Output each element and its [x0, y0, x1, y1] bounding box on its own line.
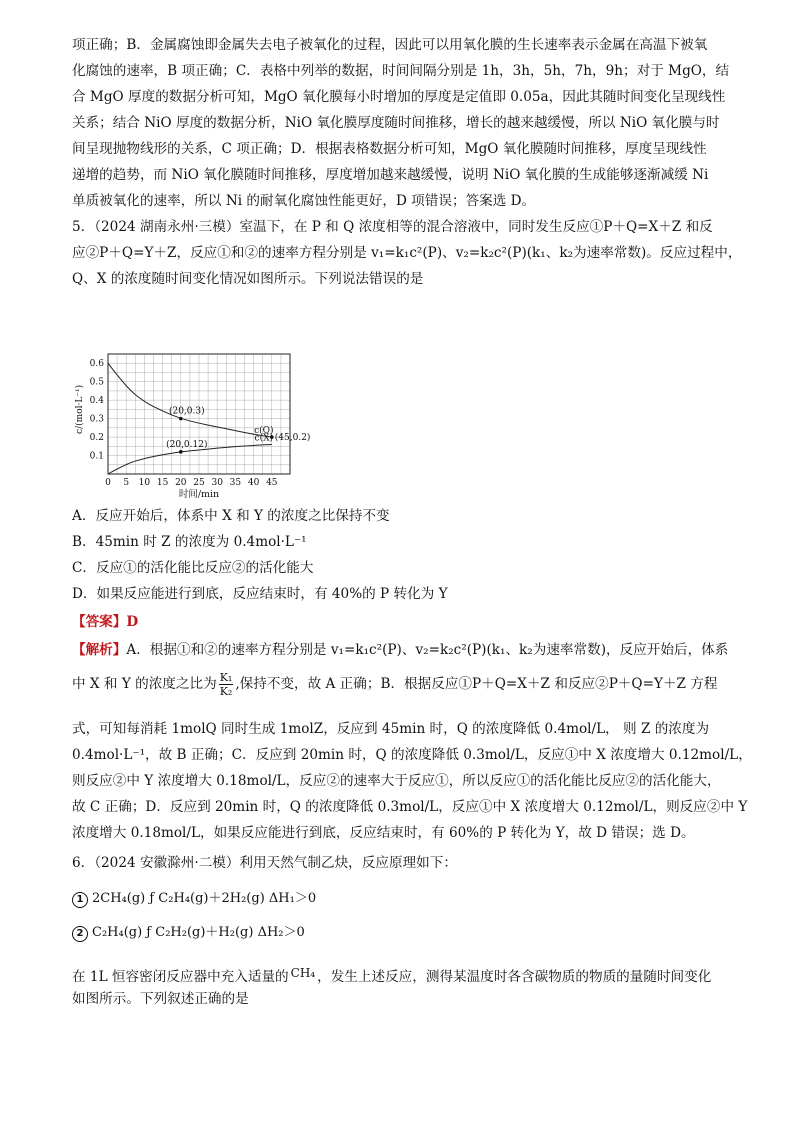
explanation-line: 故 C 正确；D．反应到 20min 时，Q 的浓度降低 0.3mol/L，反应①中 X 浓度增大 0.12mol/L，则反应②中 Y [72, 799, 748, 815]
explanation-text: ,保持不变，故 A 正确；B．根据反应①P＋Q=X＋Z 和反应②P＋Q=Y＋Z 方程 [235, 676, 718, 692]
explanation-line: 浓度增大 0.18mol/L，如果反应能进行到底，反应结束时，有 60%的 P 转化为 Y，故 D 错误；选 D。 [72, 825, 695, 841]
rate-constant-fraction [219, 671, 234, 698]
explanation-line: 式，可知每消耗 1molQ 同时生成 1molZ，反应到 45min 时，Q 的浓度降低 0.4mol/L， 则 Z 的浓度为 [72, 721, 710, 737]
question-5-stem: Q、X 的浓度随时间变化情况如图所示。下列说法错误的是 [72, 271, 424, 287]
text-line: 递增的趋势，而 NiO 氧化膜随时间推移，厚度增加越来越缓慢，说明 NiO 氧化膜的生成能够逐渐减缓 Ni [72, 167, 709, 183]
text-line: 项正确；B．金属腐蚀即金属失去电子被氧化的过程，因此可以用氧化膜的生长速率表示金属在高温下被氧 [72, 37, 708, 53]
question-text: ，发生上述反应，测得某温度时各含碳物质的物质的量随时间变化 [317, 969, 712, 985]
text-line: 关系；结合 NiO 厚度的数据分析，NiO 氧化膜厚度随时间推移，增长的越来越缓慢，所以 NiO 氧化膜与时 [72, 115, 720, 131]
point-annotation: (45,0.2) [274, 433, 311, 444]
text-line: 间呈现抛物线形的关系，C 项正确；D．根据表格数据分析可知，MgO 氧化膜随时间推移，厚度呈现线性 [72, 141, 707, 157]
fraction-denominator: K₂ [219, 685, 233, 698]
option-b: B．45min 时 Z 的浓度为 0.4mol·L⁻¹ [72, 534, 307, 550]
explanation-line: 0.4mol·L⁻¹，故 B 正确；C．反应到 20min 时，Q 的浓度降低 0.3mol/L，反应①中 X 浓度增大 0.12mol/L， [72, 747, 752, 763]
point-annotation: (20,0.12) [166, 439, 208, 450]
x-tick-label: 45 [266, 478, 278, 488]
explanation-text: 中 X 和 Y 的浓度之比为 [72, 676, 217, 692]
y-tick-label: 0.2 [89, 433, 104, 444]
x-tick-label: 10 [138, 478, 151, 488]
question-5-stem: 应②P＋Q=Y＋Z，反应①和②的速率方程分别是 v₁=k₁c²(P)、v₂=k₂c²(P)(k₁、k₂为速率常数)。反应过程中， [72, 245, 742, 261]
text-line: 合 MgO 厚度的数据分析可知，MgO 氧化膜每小时增加的厚度是定值即 0.05a，因此其随时间变化呈现线性 [72, 89, 726, 105]
data-point [179, 450, 183, 454]
series-name-label: c(X) [254, 433, 274, 444]
text-line: 化腐蚀的速率，B 项正确；C．表格中列举的数据，时间间隔分别是 1h，3h，5h，7h，9h；对于 MgO，结 [72, 63, 730, 79]
x-tick-label: 35 [229, 478, 242, 488]
fraction-numerator: K₁ [219, 671, 233, 684]
explanation-text: A．根据①和②的速率方程分别是 v₁=k₁c²(P)、v₂=k₂c²(P)(k₁、k₂为速率常数)，反应开始后，体系 [126, 642, 729, 658]
y-axis-label: c/(mol·L⁻¹) [75, 384, 85, 434]
x-tick-label: 15 [156, 478, 169, 488]
explanation-line: 则反应②中 Y 浓度增大 0.18mol/L，反应②的速率大于反应①，所以反应①的活化能比反应②的活化能大， [72, 773, 721, 789]
methane-formula: CH₄ [290, 966, 316, 980]
y-tick-label: 0.5 [89, 377, 104, 388]
point-annotation: (20,0.3) [168, 406, 205, 417]
series-name-label: c(Q) [254, 426, 274, 437]
question-text: 在 1L 恒容密闭反应器中充入适量的 [72, 969, 289, 985]
text-line: 单质被氧化的速率，所以 Ni 的耐氧化腐蚀性能更好，D 项错误；答案选 D。 [72, 193, 536, 209]
y-tick-label: 0.3 [89, 414, 104, 425]
question-5-stem: 5．（2024 湖南永州·三模）室温下，在 P 和 Q 浓度相等的混合溶液中，同时发生反应①P＋Q=X＋Z 和反 [72, 219, 713, 235]
question-6-stem [72, 962, 724, 988]
equation-text: C₂H₄(g) ƒ C₂H₂(g)＋H₂(g) ΔH₂＞0 [92, 925, 305, 940]
option-a: A．反应开始后，体系中 X 和 Y 的浓度之比保持不变 [72, 508, 390, 524]
y-tick-label: 0.1 [89, 451, 104, 462]
x-tick-label: 0 [105, 478, 111, 488]
explanation-line [72, 639, 729, 661]
y-tick-label: 0.6 [89, 359, 104, 370]
question-6-stem: 6．（2024 安徽滁州·二模）利用天然气制乙炔，反应原理如下： [72, 855, 457, 871]
x-tick-label: 20 [175, 478, 187, 488]
equation-1 [72, 888, 316, 910]
equation-number: 1 [72, 892, 88, 908]
x-axis-label: 时间/min [178, 489, 220, 500]
x-tick-label: 40 [247, 478, 260, 488]
equation-2 [72, 922, 305, 944]
x-tick-label: 30 [211, 478, 223, 488]
option-c: C．反应①的活化能比反应②的活化能大 [72, 560, 314, 576]
y-tick-label: 0.4 [89, 396, 104, 407]
explanation-line [72, 668, 724, 700]
x-tick-label: 25 [193, 478, 205, 488]
concentration-time-chart [72, 350, 311, 500]
x-tick-label: 5 [123, 478, 130, 488]
equation-text: 2CH₄(g) ƒ C₂H₄(g)＋2H₂(g) ΔH₁＞0 [92, 891, 317, 906]
question-6-stem: 如图所示。下列叙述正确的是 [72, 991, 249, 1007]
data-point [179, 417, 183, 421]
explanation-label: 【解析】 [72, 642, 127, 658]
equation-number: 2 [72, 926, 88, 942]
answer-label: 【答案】D [72, 614, 139, 630]
option-d: D．如果反应能进行到底，反应结束时，有 40%的 P 转化为 Y [72, 586, 448, 602]
